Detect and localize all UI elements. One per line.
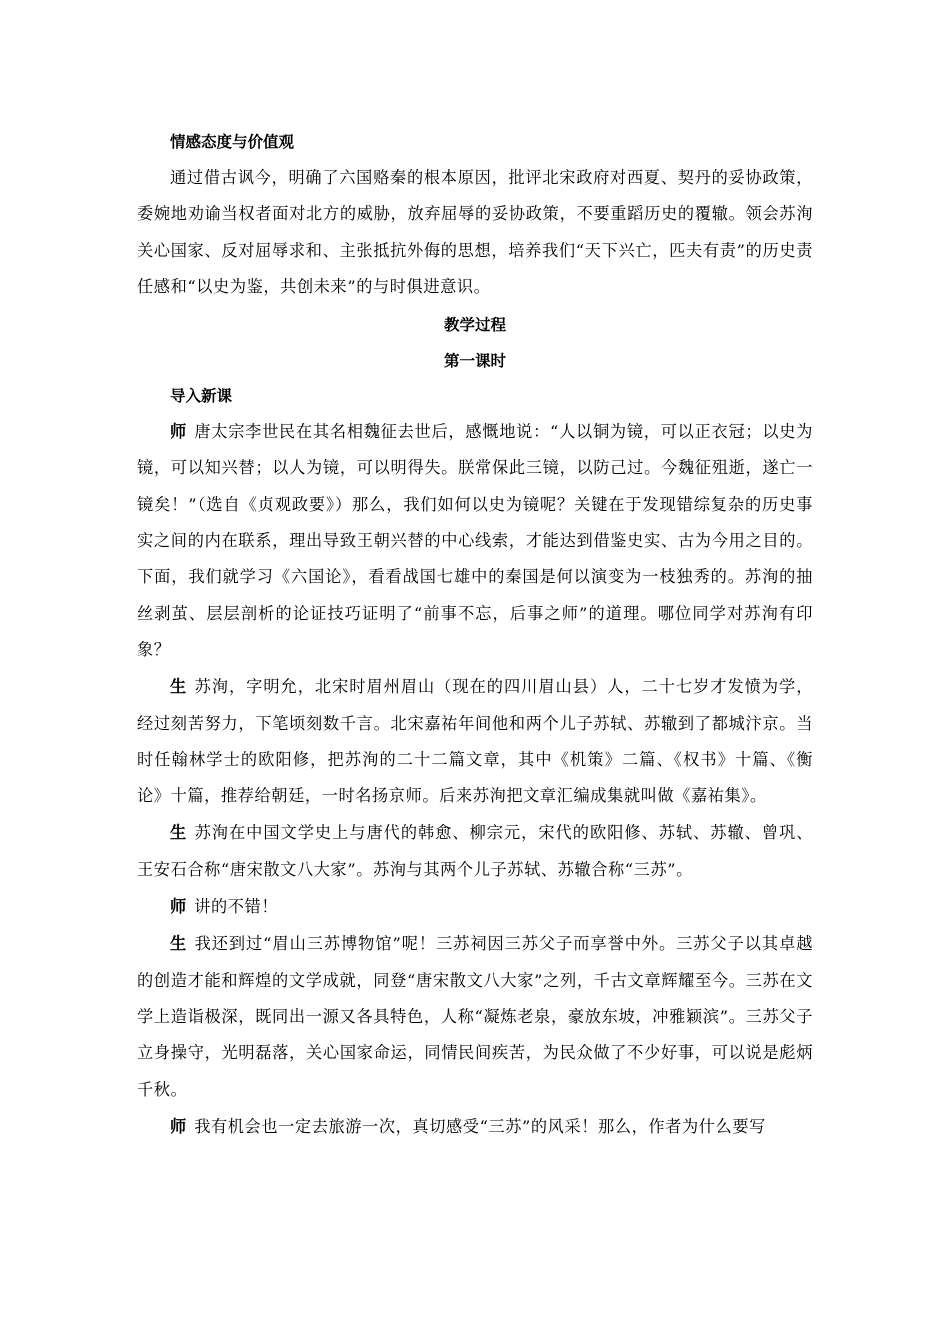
process-title: 教学过程 bbox=[443, 316, 506, 335]
section-heading: 情感态度与价值观 bbox=[170, 133, 295, 151]
speaker-label: 生 bbox=[170, 934, 187, 954]
intro-heading: 导入新课 bbox=[170, 387, 233, 406]
speaker-label: 生 bbox=[170, 677, 187, 697]
dialogue-text: 苏洵在中国文学史上与唐代的韩愈、柳宗元，宋代的欧阳修、苏轼、苏辙、曾巩、王安石合称“唐宋散文八大家”。苏洵与其两个儿子苏轼、苏辙合称“三苏”。 bbox=[137, 823, 813, 879]
dialogue-paragraph bbox=[137, 669, 813, 814]
section-paragraph: 通过借古讽今，明确了六国赂秦的根本原因，批评北宋政府对西夏、契丹的妥协政策，委婉地劝谕当权者面对北方的威胁，放弃屈辱的妥协政策，不要重蹈历史的覆辙。领会苏洵关心国家、反对屈辱求和、主张抵抗外侮的思想，培养我们“天下兴亡，匹夫有责”的历史责任感和“以史为鉴，共创未来”的与时俱进意识。 bbox=[137, 168, 813, 296]
speaker-label: 师 bbox=[170, 1116, 187, 1136]
dialogue-paragraph bbox=[137, 926, 813, 1107]
document-page bbox=[137, 124, 813, 1146]
dialogue-text: 苏洵，字明允，北宋时眉州眉山（现在的四川眉山县）人，二十七岁才发愤为学，经过刻苦努力，下笔顷刻数千言。北宋嘉祐年间他和两个儿子苏轼、苏辙到了都城汴京。当时任翰林学士的欧阳修，把苏洵的二十二篇文章，其中《机策》二篇、《权书》十篇、《衡论》十篇，推荐给朝廷，一时名扬京师。后来苏洵把文章汇编成集就叫做《嘉祐集》。 bbox=[137, 677, 813, 806]
dialogue-text: 我还到过“眉山三苏博物馆”呢！三苏祠因三苏父子而享誉中外。三苏父子以其卓越的创造才能和辉煌的文学成就，同登“唐宋散文八大家”之列，千古文章辉耀至今。三苏在文学上造诣极深，既同出一源又各具特色，人称“凝炼老泉，豪放东坡，冲雅颖滨”。三苏父子立身操守，光明磊落，关心国家命运，同情民间疾苦，为民众做了不少好事，可以说是彪炳千秋。 bbox=[137, 934, 814, 1099]
dialogue-text: 我有机会也一定去旅游一次，真切感受“三苏”的风采！那么，作者为什么要写 bbox=[194, 1116, 766, 1136]
dialogue-text: 唐太宗李世民在其名相魏征去世后，感慨地说：“人以铜为镜，可以正衣冠；以史为镜，可以知兴替；以人为镜，可以明得失。朕常保此三镜，以防己过。今魏征殂逝，遂亡一镜矣！”（选自《贞观政要》）那么，我们如何以史为镜呢？关键在于发现错综复杂的历史事实之间的内在联系，理出导致王朝兴替的中心线索，才能达到借鉴史实、古为今用之目的。下面，我们就学习《六国论》，看看战国七雄中的秦国是何以演变为一枝独秀的。苏洵的抽丝剥茧、层层剖析的论证技巧证明了“前事不忘，后事之师”的道理。哪位同学对苏洵有印象？ bbox=[137, 422, 813, 659]
speaker-label: 师 bbox=[170, 897, 187, 917]
lesson-title: 第一课时 bbox=[443, 352, 506, 371]
dialogue-paragraph bbox=[137, 815, 813, 888]
dialogue-paragraph bbox=[137, 414, 813, 668]
dialogue-paragraph bbox=[137, 1109, 813, 1145]
speaker-label: 师 bbox=[170, 422, 187, 442]
dialogue-paragraph bbox=[137, 889, 813, 925]
dialogue-text: 讲的不错！ bbox=[194, 897, 279, 917]
speaker-label: 生 bbox=[170, 823, 187, 843]
